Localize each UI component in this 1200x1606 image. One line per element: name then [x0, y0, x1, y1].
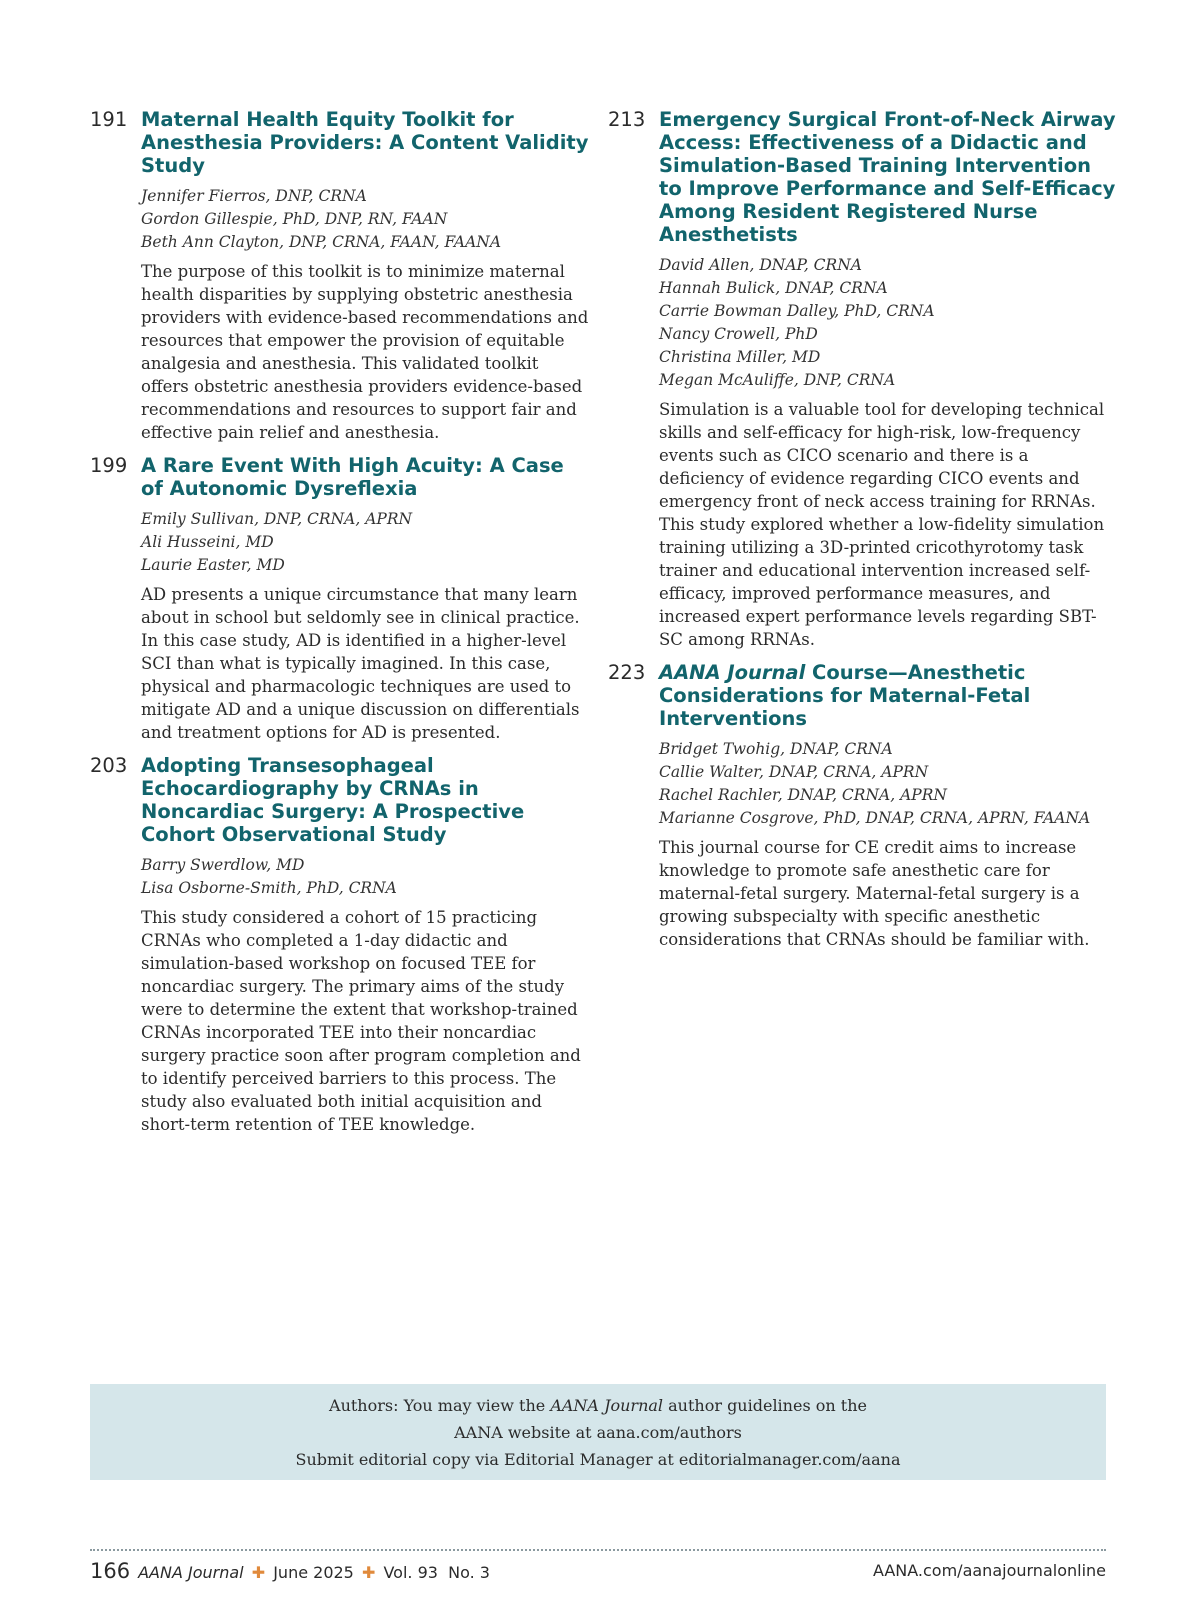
author: Gordon Gillespie, PhD, DNP, RN, FAAN [141, 210, 448, 228]
page-number: 199 [90, 454, 128, 477]
article-title[interactable]: Maternal Health Equity Toolkit for Anesthesia Providers: A Content Validity Study [141, 108, 589, 177]
article-abstract: This study considered a cohort of 15 practicing CRNAs who completed a 1-day didactic and simulation-based workshop on focused TEE for noncardiac surgery. The primary aims of the study were to determine the extent that workshop-trained CRNAs incorporated TEE into their noncardiac surgery practice soon after program completion and to identify perceived barriers to this process. The study also evaluated both initial acquisition and short-term retention of TEE knowledge. [141, 908, 581, 1134]
author: Hannah Bulick, DNAP, CRNA [659, 279, 888, 297]
article-title[interactable]: A Rare Event With High Acuity: A Case of Autonomic Dysreflexia [141, 454, 564, 500]
author: Ali Husseini, MD [141, 533, 274, 551]
author: Lisa Osborne-Smith, PhD, CRNA [141, 879, 397, 897]
toc-entry-203 [90, 754, 590, 1136]
journal-name: AANA Journal [659, 661, 806, 684]
author-list [659, 738, 1118, 830]
page-number: 213 [608, 108, 646, 131]
author: Marianne Cosgrove, PhD, DNAP, CRNA, APRN, FAANA [659, 809, 1091, 827]
author: Christina Miller, MD [659, 348, 821, 366]
plus-separator-icon: ✚ [361, 1563, 376, 1582]
author-list [141, 508, 590, 577]
author: Jennifer Fierros, DNP, CRNA [141, 187, 367, 205]
article-title[interactable]: Emergency Surgical Front-of-Neck Airway Access: Effectiveness of a Didactic and Simulation-Based Training Intervention to Improve Performance and Self-Efficacy Among Resident Registered Nurse Anesthetists [659, 108, 1116, 246]
toc-entry-213 [608, 108, 1118, 651]
author: Bridget Twohig, DNAP, CRNA [659, 740, 893, 758]
author: Carrie Bowman Dalley, PhD, CRNA [659, 302, 935, 320]
author: David Allen, DNAP, CRNA [659, 256, 862, 274]
author: Callie Walter, DNAP, CRNA, APRN [659, 763, 929, 781]
author: Megan McAuliffe, DNP, CRNA [659, 371, 896, 389]
left-column [90, 108, 590, 1146]
notice-line-3[interactable]: Submit editorial copy via Editorial Manager at editorialmanager.com/aana [295, 1450, 901, 1469]
footer-page-number: 166 [90, 1559, 131, 1583]
page-number: 203 [90, 754, 128, 777]
page-number: 191 [90, 108, 128, 131]
plus-separator-icon: ✚ [251, 1563, 266, 1582]
footer-website-link[interactable]: AANA.com/aanajournalonline [872, 1561, 1106, 1580]
article-abstract: This journal course for CE credit aims to increase knowledge to promote safe anesthetic care for maternal-fetal surgery. Maternal-fetal surgery is a growing subspecialty with specific anesthetic considerations that CRNAs should be familiar with. [659, 838, 1090, 949]
toc-entry-191 [90, 108, 590, 444]
author: Rachel Rachler, DNAP, CRNA, APRN [659, 786, 947, 804]
article-title[interactable]: Adopting Transesophageal Echocardiography by CRNAs in Noncardiac Surgery: A Prospective Cohort Observational Study [141, 754, 525, 846]
author: Barry Swerdlow, MD [141, 856, 305, 874]
author-guidelines-notice [90, 1384, 1106, 1480]
notice-line-2[interactable]: AANA website at aana.com/authors [454, 1423, 742, 1442]
article-title[interactable] [659, 661, 1118, 730]
article-abstract: The purpose of this toolkit is to minimize maternal health disparities by supplying obstetric anesthesia providers with evidence-based recommendations and resources that empower the provision of equitable analgesia and anesthesia. This validated toolkit offers obstetric anesthesia providers evidence-based recommendations and resources to support fair and effective pain relief and anesthesia. [141, 262, 589, 442]
footer-journal: AANA Journal [138, 1563, 244, 1582]
toc-entry-199 [90, 454, 590, 744]
footer-volume: Vol. 93 No. 3 [383, 1563, 490, 1582]
notice-line-1: Authors: You may view the AANA Journal author guidelines on the [329, 1396, 867, 1415]
right-column [608, 108, 1118, 961]
author: Nancy Crowell, PhD [659, 325, 818, 343]
author: Laurie Easter, MD [141, 556, 285, 574]
journal-name: AANA Journal [550, 1396, 664, 1415]
author-list [141, 854, 590, 900]
page-number: 223 [608, 661, 646, 684]
article-abstract: AD presents a unique circumstance that many learn about in school but seldomly see in clinical practice. In this case study, AD is identified in a higher-level SCI than what is typically imagined. In this case, physical and pharmacologic techniques are used to mitigate AD and a unique discussion on differentials and treatment options for AD is presented. [141, 585, 580, 742]
footer-date: June 2025 [273, 1563, 354, 1582]
toc-entry-223 [608, 661, 1118, 951]
author: Emily Sullivan, DNP, CRNA, APRN [141, 510, 413, 528]
footer-citation [90, 1558, 490, 1586]
author-list [659, 254, 1118, 392]
article-title-text: Course—Anesthetic Considerations for Maternal-Fetal Interventions [659, 661, 1031, 730]
author-list [141, 185, 590, 254]
page-footer [90, 1558, 1106, 1588]
article-abstract: Simulation is a valuable tool for developing technical skills and self-efficacy for high-risk, low-frequency events such as CICO scenario and there is a deficiency of evidence regarding CICO events and emergency front of neck access training for RRNAs. This study explored whether a low-fidelity simulation training utilizing a 3D-printed cricothyrotomy task trainer and educational intervention increased self-efficacy, improved performance measures, and increased expert performance levels regarding SBT-SC among RRNAs. [659, 400, 1105, 649]
author: Beth Ann Clayton, DNP, CRNA, FAAN, FAANA [141, 233, 502, 251]
footer-divider [90, 1549, 1106, 1551]
